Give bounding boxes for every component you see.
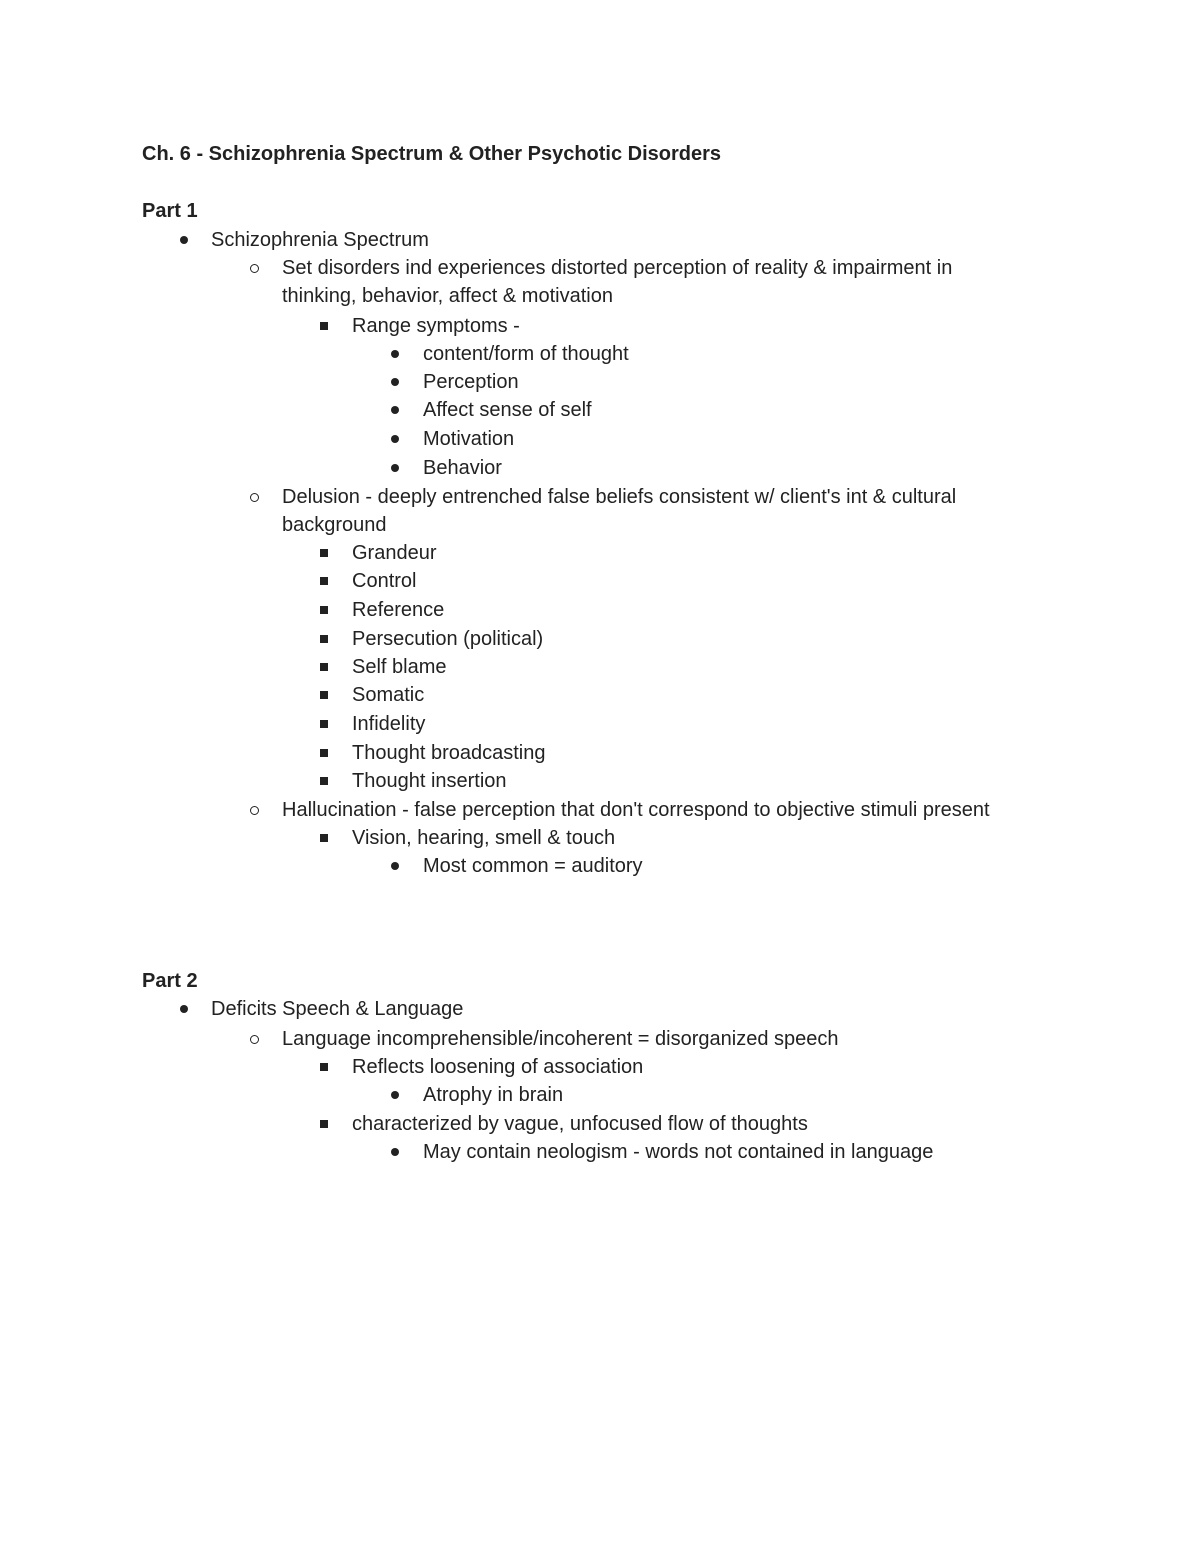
document-title: Ch. 6 - Schizophrenia Spectrum & Other Psychotic Disorders (142, 143, 722, 165)
part-2-heading: Part 2 (142, 970, 198, 992)
list-item-text: Self blame (352, 656, 447, 678)
list-item (211, 995, 463, 1023)
list-item (352, 1110, 808, 1138)
list-item-text: Schizophrenia Spectrum (211, 229, 429, 251)
part-1-heading: Part 1 (142, 200, 198, 222)
disc-bullet-icon (391, 1091, 399, 1099)
list-item (282, 1025, 839, 1053)
list-item-text: Persecution (political) (352, 628, 544, 650)
list-item-text: Hallucination - false perception that don't correspond to objective stimuli present (282, 799, 990, 821)
list-item (352, 1053, 643, 1081)
list-item-continuation: background (282, 514, 387, 536)
list-item-text: Motivation (423, 428, 515, 450)
list-item-continuation: thinking, behavior, affect & motivation (282, 285, 613, 307)
list-item (423, 1081, 563, 1109)
list-item-text: Set disorders ind experiences distorted perception of reality & impairment in (282, 257, 953, 279)
list-item-text: May contain neologism - words not contained in language (423, 1141, 934, 1163)
list-item-text: Infidelity (352, 713, 426, 735)
disc-bullet-icon (180, 1005, 188, 1013)
list-item-text: Thought broadcasting (352, 742, 546, 764)
square-bullet-icon (320, 1120, 328, 1128)
disc-bullet-icon (391, 1148, 399, 1156)
list-item-text: Thought insertion (352, 770, 507, 792)
list-item-text: content/form of thought (423, 343, 629, 365)
list-item (423, 1138, 933, 1166)
list-item-text: Reference (352, 599, 445, 621)
list-item-text: Behavior (423, 457, 502, 479)
list-item-text: Somatic (352, 684, 425, 706)
list-item-text: Range symptoms - (352, 315, 520, 337)
list-item-text: Reflects loosening of association (352, 1056, 644, 1078)
circle-bullet-icon (250, 1035, 259, 1044)
list-item-text: Atrophy in brain (423, 1084, 564, 1106)
list-item-text: Vision, hearing, smell & touch (352, 827, 616, 849)
list-item-text: Control (352, 570, 417, 592)
list-item-text: Most common = auditory (423, 855, 643, 877)
list-item-text: Language incomprehensible/incoherent = disorganized speech (282, 1028, 839, 1050)
list-item-text: Perception (423, 371, 519, 393)
list-item-text: Affect sense of self (423, 399, 592, 421)
list-item-text: characterized by vague, unfocused flow of thoughts (352, 1113, 808, 1135)
list-item-text: Grandeur (352, 542, 437, 564)
list-item-text: Delusion - deeply entrenched false beliefs consistent w/ client's int & cultural (282, 486, 957, 508)
list-item-text: Deficits Speech & Language (211, 998, 464, 1020)
square-bullet-icon (320, 1063, 328, 1071)
